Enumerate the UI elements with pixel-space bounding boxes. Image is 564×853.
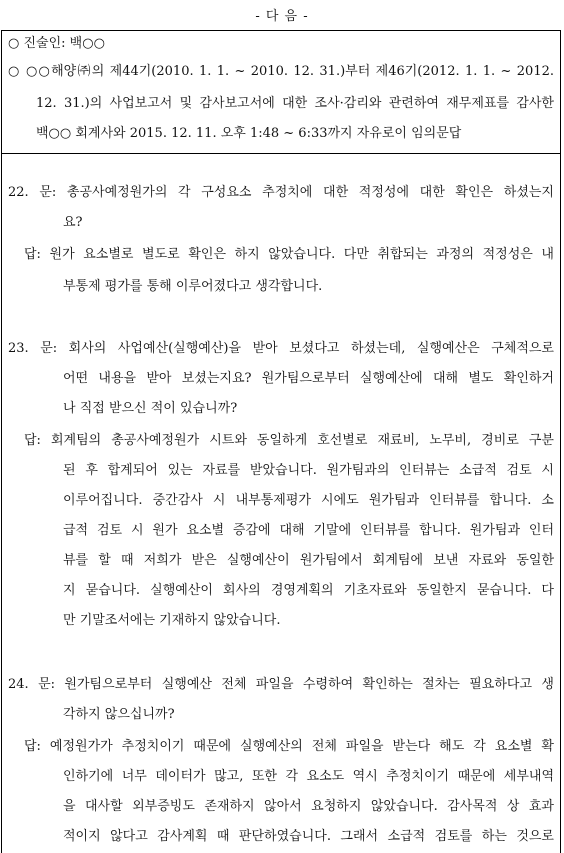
- answer-23-line-2: 된 후 합계되어 있는 자료를 받았습니다. 원가팀과의 인터뷰는 소급적 검토 시: [63, 463, 554, 478]
- answer-23-line-3: 이루어집니다. 중간감사 시 내부통제평가 시에도 원가팀과 인터뷰를 합니다. 소: [63, 493, 554, 508]
- question-22-line-1: 22. 문: 총공사예정원가의 각 구성요소 추정치에 대한 적정성에 대한 확인은 하셨는지: [8, 185, 554, 200]
- answer-23-line-7: 만 기말조서에는 기재하지 않았습니다.: [63, 613, 281, 628]
- question-23-line-1: 23. 문: 회사의 사업예산(실행예산)을 받아 보셨다고 하셨는데, 실행예산은 구체적으로: [8, 341, 554, 356]
- summary-line-1: ○ ○○해양㈜의 제44기(2010. 1. 1. ~ 2010. 12. 31.)부터 제46기(2012. 1. 1. ~ 2012.: [8, 64, 554, 79]
- summary-line-2: 12. 31.)의 사업보고서 및 감사보고서에 대한 조사·감리와 관련하여 재무제표를 감사한: [36, 96, 554, 111]
- statement-summary-box: [1, 30, 561, 154]
- answer-23-line-5: 뷰를 할 때 저희가 받은 실행예산이 원가팀에서 회계팀에 보낸 자료와 동일한: [63, 553, 554, 568]
- answer-23-line-4: 급적 검토 시 원가 요소별 증감에 대해 기말에 인터뷰를 합니다. 원가팀과 인터: [63, 523, 554, 538]
- question-22-line-2: 요?: [63, 215, 83, 230]
- question-24-line-2: 각하지 않으십니까?: [63, 707, 175, 722]
- speaker-line: ○ 진술인: 백○○: [8, 36, 105, 51]
- question-24-line-1: 24. 문: 원가팀으로부터 실행예산 전체 파일을 수령하여 확인하는 절차는 필요하다고 생: [8, 677, 554, 692]
- answer-23-line-1: 답: 회계팀의 총공사예정원가 시트와 동일하게 호선별로 재료비, 노무비, 경비로 구분: [24, 433, 554, 448]
- summary-line-3: 백○○ 회계사와 2015. 12. 11. 오후 1:48 ~ 6:33까지 자유로이 임의문답: [36, 126, 462, 141]
- section-header: - 다 음 -: [255, 9, 309, 24]
- answer-24-line-2: 인하기에 너무 데이터가 많고, 또한 각 요소도 역시 추정치이기 때문에 세부내역: [63, 769, 554, 784]
- question-23-line-2: 어떤 내용을 받아 보셨는지요? 원가팀으로부터 실행예산에 대해 별도 확인하거: [63, 371, 554, 386]
- answer-23-line-6: 지 묻습니다. 실행예산이 회사의 경영계획의 기초자료와 동일한지 묻습니다. 다: [63, 583, 554, 598]
- answer-24-line-1: 답: 예정원가가 추정치이기 때문에 실행예산의 전체 파일을 받는다 해도 각 요소별 확: [24, 739, 554, 754]
- answer-24-line-4: 적이지 않다고 감사계획 때 판단하였습니다. 그래서 소급적 검토를 하는 것으로: [63, 829, 554, 844]
- answer-22-line-1: 답: 원가 요소별로 별도로 확인은 하지 않았습니다. 다만 취합되는 과정의 적정성은 내: [24, 247, 554, 262]
- answer-22-line-2: 부통제 평가를 통해 이루어졌다고 생각합니다.: [63, 279, 323, 294]
- question-23-line-3: 나 직접 받으신 적이 있습니까?: [63, 401, 238, 416]
- qa-box: [1, 153, 561, 853]
- answer-24-line-3: 을 대사할 외부증빙도 존재하지 않아서 요청하지 않았습니다. 감사목적 상 효과: [63, 799, 554, 814]
